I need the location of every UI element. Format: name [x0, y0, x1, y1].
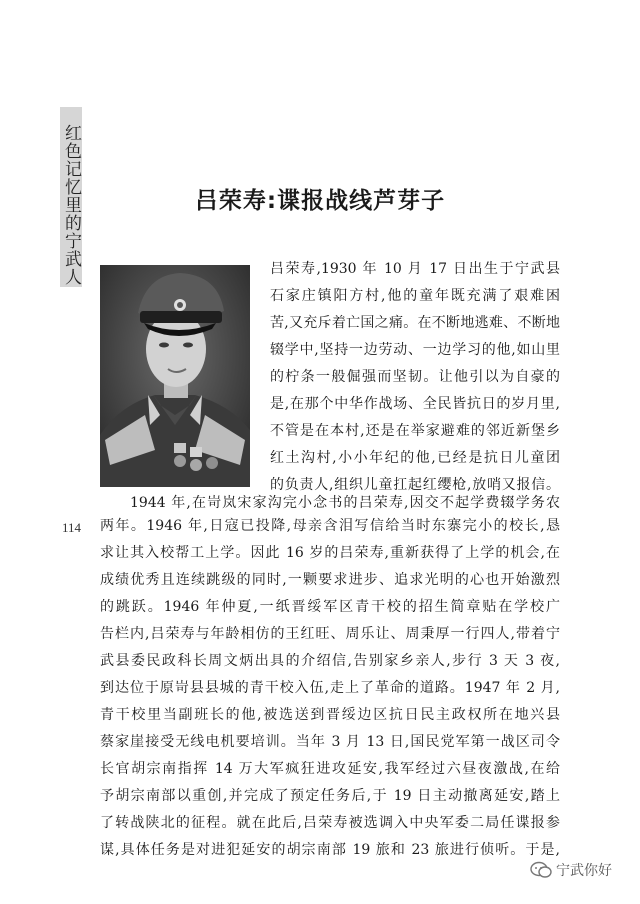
body-line: 苦,又充斥着亡国之痛。在不断地逃难、不断地 [270, 315, 560, 331]
body-line: 成绩优秀且连续跳级的同时,一颗要求进步、追求光明的心也开始激烈 [100, 572, 560, 588]
body-line: 长官胡宗南指挥 14 万大军疯狂进攻延安,我军经过六昼夜激战,在给 [100, 761, 560, 777]
body-line: 两年。1946 年,日寇已投降,母亲含泪写信给当时东寨完小的校长,恳 [100, 518, 560, 534]
body-line: 了转战陕北的征程。就在此后,吕荣寿被选调入中央军委二局任谍报参 [100, 815, 560, 831]
body-line: 武县委民政科长周文炳出具的介绍信,告别家乡亲人,步行 3 天 3 夜, [100, 653, 560, 669]
body-line: 是,在那个中华作战场、全民皆抗日的岁月里, [270, 396, 560, 412]
watermark-text: 宁武你好 [556, 863, 612, 879]
body-line: 蔡家崖接受无线电机要培训。当年 3 月 13 日,国民党军第一战区司令 [100, 734, 560, 750]
page-number: 114 [62, 520, 82, 535]
body-line: 告栏内,吕荣寿与年龄相仿的王红旺、周乐让、周秉厚一行四人,带着宁 [100, 626, 560, 642]
body-line: 辍学中,坚持一边劳动、一边学习的他,如山里 [270, 342, 560, 358]
article-title: 吕荣寿:谍报战线芦芽子 [194, 188, 446, 214]
body-line: 青干校里当副班长的他,被选送到晋绥边区抗日民主政权所在地兴县 [100, 707, 560, 723]
body-line: 谋,具体任务是对进犯延安的胡宗南部 19 旅和 23 旅进行侦听。于是, [100, 842, 560, 858]
body-line: 的跳跃。1946 年仲夏,一纸晋绥军区青干校的招生简章贴在学校广 [100, 599, 560, 615]
portrait-photo-illustration [100, 265, 250, 487]
body-line: 石家庄镇阳方村,他的童年既充满了艰难困 [270, 288, 560, 304]
body-line: 1944 年,在岢岚宋家沟完小念书的吕荣寿,因交不起学费辍学务农 [130, 495, 560, 511]
body-line: 红土沟村,小小年纪的他,已经是抗日儿童团 [270, 450, 560, 466]
body-line: 不管是在本村,还是在举家避难的邻近新堡乡 [270, 423, 560, 439]
portrait-photo [100, 265, 250, 487]
body-line: 的柠条一般倔强而坚韧。让他引以为自豪的 [270, 369, 560, 385]
body-line: 的负责人,组织儿童扛起红缨枪,放哨又报信。 [270, 477, 560, 493]
body-line: 予胡宗南部以重创,并完成了预定任务后,于 19 日主动撤离延安,踏上 [100, 788, 560, 804]
body-line: 到达位于原岢县县城的青干校入伍,走上了革命的道路。1947 年 2 月, [100, 680, 560, 696]
chapter-side-label: 红色记忆里的宁武人 [61, 124, 81, 286]
body-line: 求让其入校帮工上学。因此 16 岁的吕荣寿,重新获得了上学的机会,在 [100, 545, 560, 561]
wechat-watermark [530, 860, 612, 880]
body-line: 吕荣寿,1930 年 10 月 17 日出生于宁武县 [270, 261, 560, 277]
wechat-chat-icon [530, 861, 552, 879]
